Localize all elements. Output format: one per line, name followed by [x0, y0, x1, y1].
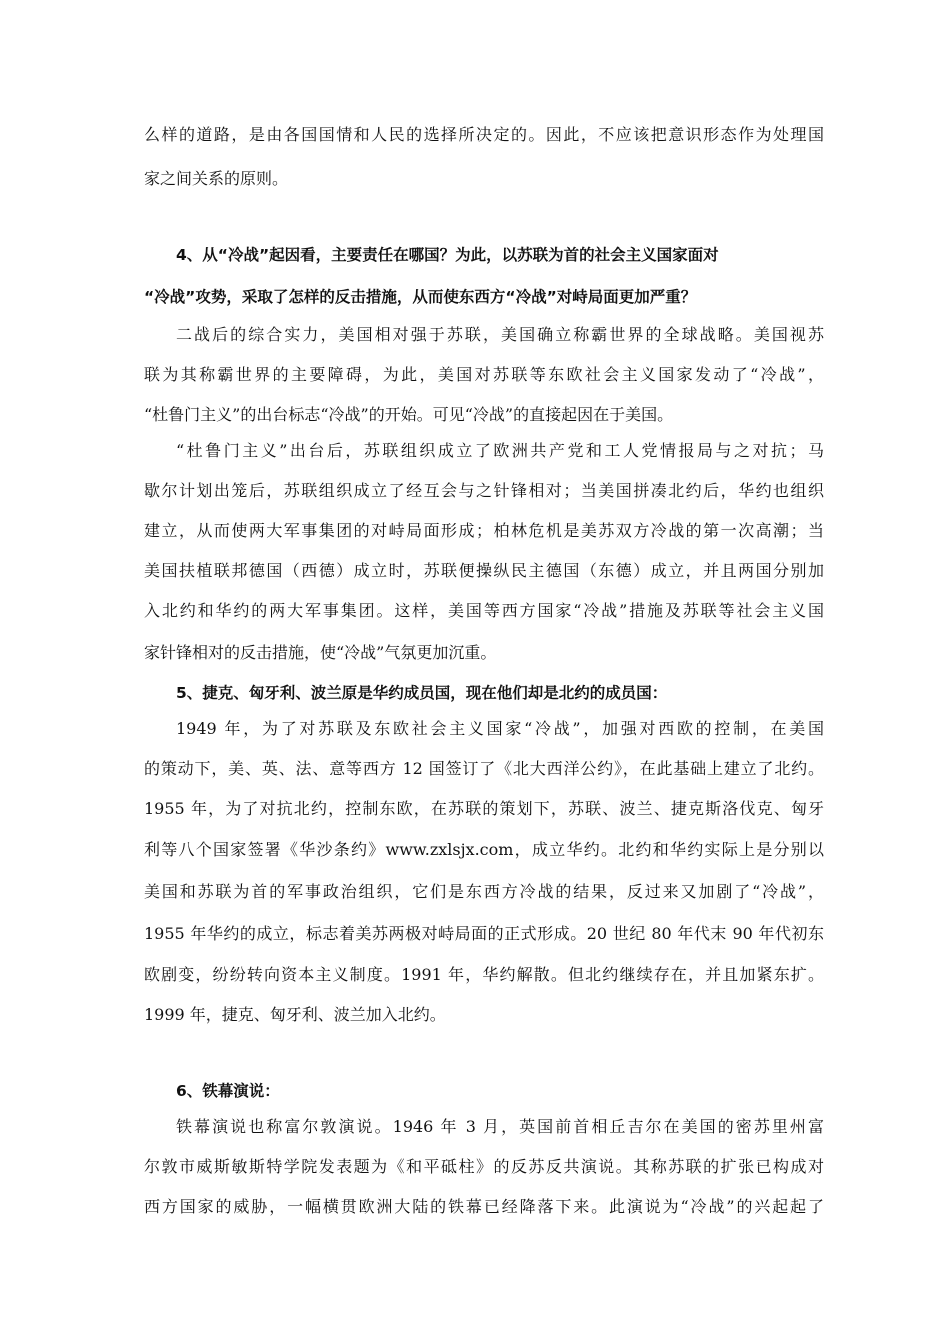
- q4-para1-line-1: 二战后的综合实力，美国相对强于苏联，美国确立称霸世界的全球战略。美国视苏: [176, 325, 824, 344]
- q5-para-line-2: 的策动下，美、英、法、意等西方 12 国签订了《北大西洋公约》，在此基础上建立了北约。: [144, 759, 824, 778]
- q6-para-line-3: 西方国家的威胁，一幅横贯欧洲大陆的铁幕已经降落下来。此演说为“冷战”的兴起起了: [144, 1197, 824, 1216]
- q5-para-line-6: 1955 年华约的成立，标志着美苏两极对峙局面的正式形成。20 世纪 80 年代末 90 年代初东: [144, 924, 824, 943]
- q5-para-line-7: 欧剧变，纷纷转向资本主义制度。1991 年，华约解散。但北约继续存在，并且加紧东扩。: [144, 965, 824, 984]
- q5-heading: 5、捷克、匈牙利、波兰原是华约成员国，现在他们却是北约的成员国：: [176, 684, 668, 702]
- q6-para-line-2: 尔敦市威斯敏斯特学院发表题为《和平砥柱》的反苏反共演说。其称苏联的扩张已构成对: [144, 1157, 824, 1176]
- q4-para2-line-5: 入北约和华约的两大军事集团。这样，美国等西方国家“冷战”措施及苏联等社会主义国: [144, 601, 824, 620]
- q4-para1-line-2: 联为其称霸世界的主要障碍，为此，美国对苏联等东欧社会主义国家发动了“冷战”，: [144, 365, 824, 384]
- q5-para-line-5: 美国和苏联为首的军事政治组织，它们是东西方冷战的结果，反过来又加剧了“冷战”，: [144, 882, 824, 901]
- intro-line-2: 家之间关系的原则。: [144, 169, 289, 188]
- q4-para2-line-1: “杜鲁门主义”出台后，苏联组织成立了欧洲共产党和工人党情报局与之对抗；马: [176, 441, 824, 460]
- q4-para2-line-4: 美国扶植联邦德国（西德）成立时，苏联便操纵民主德国（东德）成立，并且两国分别加: [144, 561, 824, 580]
- intro-line-1: 么样的道路，是由各国国情和人民的选择所决定的。因此，不应该把意识形态作为处理国: [144, 125, 824, 144]
- q4-para2-line-3: 建立，从而使两大军事集团的对峙局面形成；柏林危机是美苏双方冷战的第一次高潮；当: [144, 521, 824, 540]
- q6-heading: 6、铁幕演说：: [176, 1082, 280, 1100]
- q6-para-line-1: 铁幕演说也称富尔敦演说。1946 年 3 月，英国前首相丘吉尔在美国的密苏里州富: [176, 1117, 824, 1136]
- q5-para-line-8: 1999 年，捷克、匈牙利、波兰加入北约。: [144, 1005, 446, 1024]
- q5-para-line-4: 利等八个国家签署《华沙条约》www.zxlsjx.com，成立华约。北约和华约实际上是分别以: [144, 840, 824, 859]
- q4-heading-line-2: “冷战”攻势，采取了怎样的反击措施，从而使东西方“冷战”对峙局面更加严重？: [144, 288, 697, 306]
- q5-para-line-1: 1949 年，为了对苏联及东欧社会主义国家“冷战”，加强对西欧的控制，在美国: [176, 719, 824, 738]
- q4-para1-line-3: “杜鲁门主义”的出台标志“冷战”的开始。可见“冷战”的直接起因在于美国。: [144, 405, 674, 424]
- q4-para2-line-2: 歇尔计划出笼后，苏联组织成立了经互会与之针锋相对；当美国拼凑北约后，华约也组织: [144, 481, 824, 500]
- q4-heading-line-1: 4、从“冷战”起因看，主要责任在哪国？为此，以苏联为首的社会主义国家面对: [176, 246, 719, 264]
- q5-para-line-3: 1955 年，为了对抗北约，控制东欧，在苏联的策划下，苏联、波兰、捷克斯洛伐克、匈牙: [144, 799, 824, 818]
- q4-para2-line-6: 家针锋相对的反击措施，使“冷战”气氛更加沉重。: [144, 643, 497, 662]
